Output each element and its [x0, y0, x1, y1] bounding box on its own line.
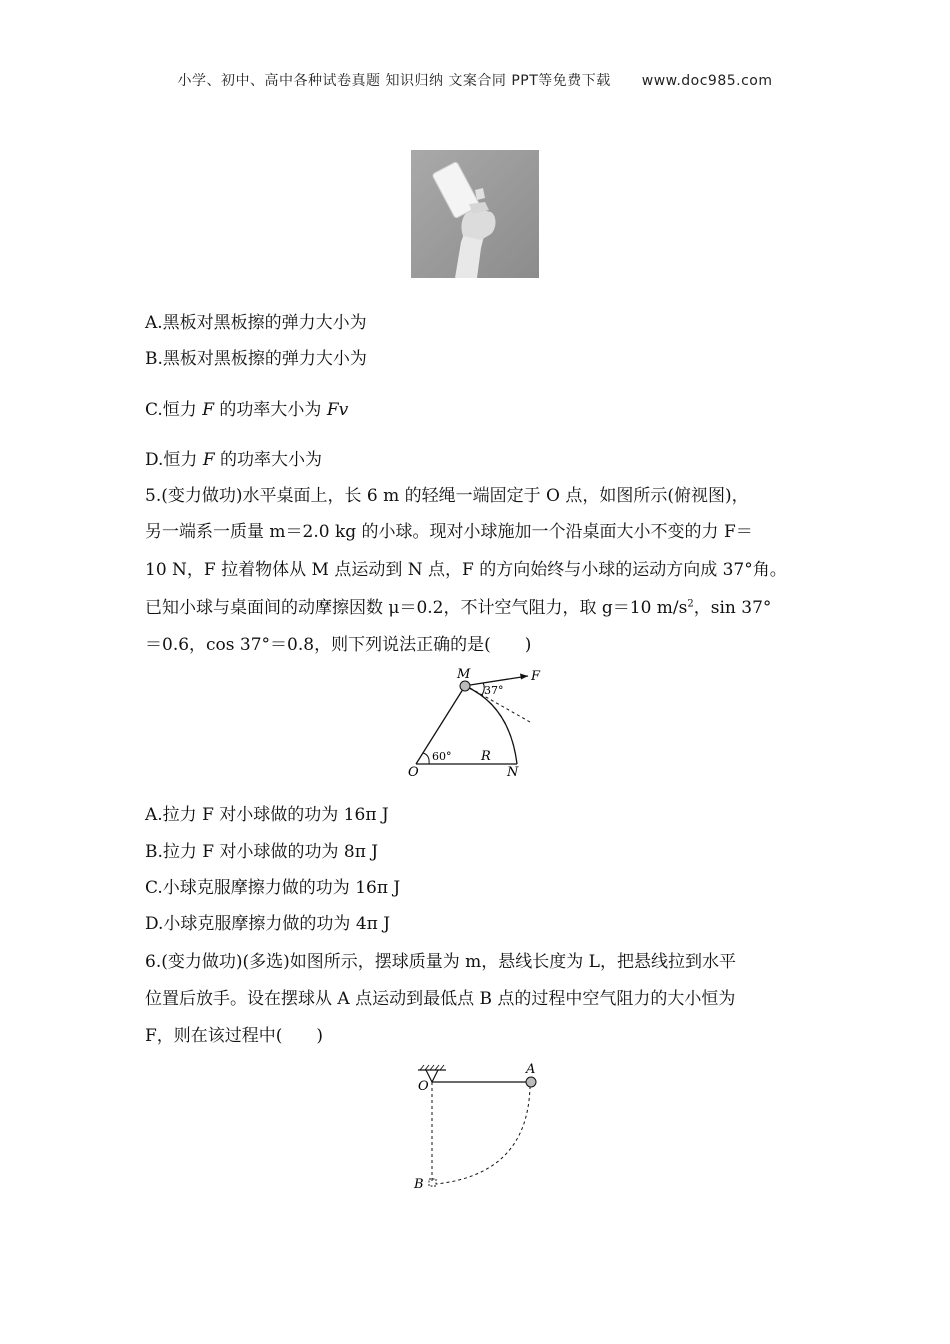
- q6-figure: [410, 1060, 550, 1196]
- q5-option-c: C.小球克服摩擦力做的功为 16π J: [145, 878, 401, 898]
- q5-label-f: F: [531, 669, 541, 684]
- q6-ceiling-hatch: [420, 1065, 444, 1070]
- q5-option-d: D.小球克服摩擦力做的功为 4π J: [145, 914, 391, 934]
- q5-line-4-sup: 2: [687, 598, 694, 610]
- header-site: www.doc985.com: [641, 73, 773, 89]
- q6-ball-a: [526, 1077, 536, 1087]
- q5-line-1: 5.(变力做功)水平桌面上，长 6 m 的轻绳一端固定于 O 点，如图所示(俯视图)，: [145, 486, 749, 506]
- page-header: [0, 70, 950, 90]
- q5-label-o: O: [408, 765, 419, 780]
- q5-line-4-a: 已知小球与桌面间的动摩擦因数 μ＝0.2，不计空气阻力，取 g＝10 m/s: [145, 598, 688, 618]
- q5-angle-60-arc: [423, 753, 429, 764]
- q6-dashed-arc: [436, 1086, 530, 1184]
- q5-option-a: A.拉力 F 对小球做的功为 16π J: [145, 805, 389, 825]
- q5-line-3: 10 N，F 拉着物体从 M 点运动到 N 点，F 的方向始终与小球的运动方向成 37°角。: [145, 560, 787, 580]
- q5-line-4: [145, 596, 771, 620]
- q5-arrowhead-icon: [520, 674, 528, 680]
- q6-label-b: B: [414, 1177, 424, 1192]
- q4-option-c: [145, 398, 348, 422]
- q5-figure: [400, 664, 550, 780]
- q4-option-d-var: F: [202, 450, 215, 470]
- header-text: 小学、初中、高中各种试卷真题 知识归纳 文案合同 PPT等免费下载: [177, 73, 611, 89]
- q6-line-2: 位置后放手。设在摆球从 A 点运动到最低点 B 点的过程中空气阻力的大小恒为: [145, 989, 736, 1009]
- q4-option-c-expr: Fv: [326, 400, 349, 420]
- q4-option-d-mid: 的功率大小为: [214, 450, 323, 470]
- q5-ball: [460, 681, 470, 691]
- q6-label-o: O: [418, 1079, 429, 1094]
- eraser-photo: [411, 150, 539, 278]
- q5-label-37: 37°: [484, 684, 504, 697]
- q5-option-b: B.拉力 F 对小球做的功为 8π J: [145, 842, 379, 862]
- q5-line-2: 另一端系一质量 m＝2.0 kg 的小球。现对小球施加一个沿桌面大小不变的力 F＝: [145, 522, 753, 542]
- q4-option-c-mid: 的功率大小为: [214, 400, 327, 420]
- q4-option-c-prefix: C.恒力: [145, 400, 203, 420]
- q4-option-a: A.黑板对黑板擦的弹力大小为: [145, 313, 367, 333]
- q4-option-c-var: F: [202, 400, 215, 420]
- q5-label-60: 60°: [432, 750, 452, 763]
- q5-arc-mn: [465, 686, 517, 764]
- q4-option-d-prefix: D.恒力: [145, 450, 203, 470]
- q4-option-d: [145, 448, 322, 472]
- q5-label-r: R: [481, 749, 491, 764]
- q5-label-n: N: [507, 765, 519, 780]
- q6-line-1: 6.(变力做功)(多选)如图所示，摆球质量为 m，悬线长度为 L，把悬线拉到水平: [145, 952, 736, 972]
- q6-line-3: F，则在该过程中( ): [145, 1026, 324, 1046]
- q6-label-a: A: [526, 1062, 536, 1077]
- q5-line-4-b: ，sin 37°: [693, 598, 772, 618]
- q5-line-5: ＝0.6，cos 37°＝0.8，则下列说法正确的是( ): [145, 635, 532, 655]
- q4-option-b: B.黑板对黑板擦的弹力大小为: [145, 349, 367, 369]
- q5-label-m: M: [457, 667, 471, 682]
